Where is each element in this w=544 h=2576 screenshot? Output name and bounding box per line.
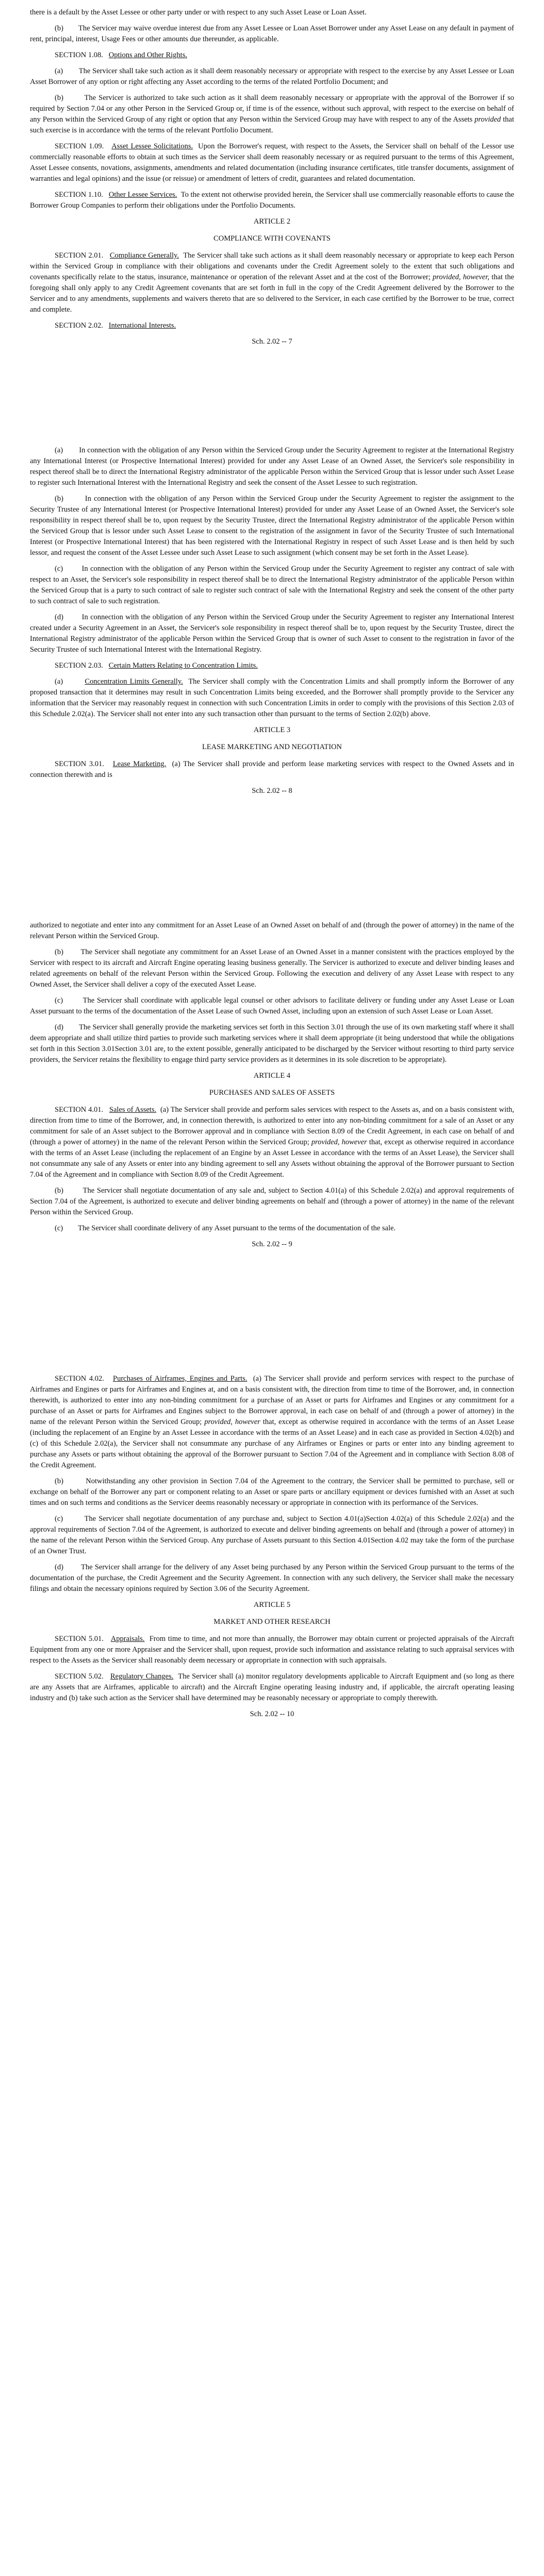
paragraph: (a) In connection with the obligation of any Person within the Serviced Group under the Security Agreement to register at the International Registry any International Interest (or Prospective International Interest) provided for under any Asset Lease of an Owned Asset, the Servicer's sole responsibility in respect thereof shall be to direct the International Registry administrator of the applicable Person within the Serviced Group that is lessor under such Asset Lease to register such International Interest with the International Registry and seek the consent of the Asset Lessee to such registration.: [30, 446, 515, 487]
paragraph: (d) The Servicer shall generally provide the marketing services set forth in this Section 3.01 through the use of its own marketing staff where it shall deem appropriate and shall utilize third parties to provide such marketing services where it shall deem appropriate (it being understood that while the obligations set forth in this Section 3.01Section 3.01 are, to the extent possible, generally anticipated to be discharged by the Servicer without resorting to third party service providers, the Servicer retains the flexibility to engage third party service providers as it determines in its sole discretion to be appropriate).: [30, 1023, 515, 1064]
paragraph: (c) The Servicer shall coordinate with applicable legal counsel or other advisors to facilitate delivery or funding under any Asset Lease or Loan Asset pursuant to the terms of the documentation of the Asset Lease of such Owned Asset, including upon an extension of such Asset Lease or Loan Asset.: [30, 996, 515, 1015]
paragraph: (b) The Servicer shall negotiate any commitment for an Asset Lease of an Owned Asset in a manner consistent with the practices employed by the Servicer with respect to its aircraft and Aircraft Engine operating leasing business generally. The Servicer is authorized to execute and deliver binding leases and related agreements on behalf of the relevant Person within the Serviced Group. Following the execution and delivery of any Asset Lease with respect to any Owned Asset, the Servicer shall deliver a copy of the executed Asset Lease.: [30, 948, 514, 989]
paragraph: (c) The Servicer shall coordinate delivery of any Asset pursuant to the terms of the documentation of the sale.: [55, 1224, 396, 1232]
section-title: Certain Matters Relating to Concentration Limits.: [108, 662, 258, 670]
paragraph: SECTION 5.01. Appraisals. From time to time, and not more than annually, the Borrower may obtain current or projected appraisals of the Aircraft Equipment from any one or more Appraiser and the Servicer shall, upon request, provide such information and assistance relating to such appraisal services with respect to the Assets as the Servicer shall reasonably deem necessary or appropriate in connection with such appraisals.: [30, 1635, 515, 1665]
paragraph: SECTION 1.09. Asset Lessee Solicitations. Upon the Borrower's request, with respect to the Assets, the Servicer shall on behalf of the Lessor use commercially reasonable efforts to obtain at such times as the Servicer shall deem reasonably necessary or as required pursuant to the terms of this Agreement, Asset Lessee consents, novations, assignments, amendments and related documentation (including insurance certificates, title transfer documents, assignment of warranties and legal opinions) and the issue (or reissue) or amendment of letters of credit, guarantees and related documentation.: [30, 142, 515, 183]
paragraph: SECTION 1.10. Other Lessee Services. To the extent not otherwise provided herein, the Servicer shall use commercially reasonable efforts to cause the Borrower Group Companies to perform their obligations under the Portfolio Documents.: [30, 191, 515, 210]
paragraph: (a) The Servicer shall take such action as it shall deem reasonably necessary or appropriate with respect to the exercise by any Asset Lessee or Loan Asset Borrower of any option or right affecting any Asset according to the terms of the related Portfolio Document; and: [30, 67, 514, 86]
section-title: Lease Marketing.: [112, 760, 167, 768]
paragraph: (b) The Servicer is authorized to take such action as it shall deem reasonably necessary or appropriate with the approval of the Borrower if so required by Section 7.04 or any other Person in the Serviced Group or, if time is of the essence, without such approval, with respect to the exercise on behalf of any Person within the Serviced Group of any right or option that any Person within the Serviced Group may have with respect to any of the Assets provided that such exercise is in accordance with the terms of the relevant Portfolio Document.: [30, 94, 515, 134]
page-sheet-7: [30, 7, 514, 347]
paragraph: (d) In connection with the obligation of any Person within the Serviced Group under the Security Agreement to register any International Interest created under a Security Agreement in an Asset, the Servicer's sole responsibility in respect thereof shall be to, upon request by the Security Trustee, direct the International Registry administrator of the applicable Person within the Serviced Group that is owner of such Asset to consent to the registration in favor of the Security Trustee of such International Interest with the International Registry.: [30, 613, 514, 654]
paragraph: (a) Concentration Limits Generally. The Servicer shall comply with the Concentration Limits and shall promptly inform the Borrower of any proposed transaction that it determines may result in such Concentration Limits being exceeded, and the Borrower shall promptly provide to the Servicer any information that the Servicer may reasonably request in connection with such Concentration Limits in order to comply with the provisions of this Section 2.03 of this Schedule 2.02(a). The Servicer shall not enter into any such transaction other than pursuant to the terms of Section 2.02(b) above.: [30, 677, 515, 718]
article-title: MARKET AND OTHER RESEARCH: [213, 1618, 331, 1626]
paragraph: (b) The Servicer shall negotiate documentation of any sale and, subject to Section 4.01(a) of this Schedule 2.02(a) and approval requirements of Section 7.04 of the Agreement, is authorized to execute and deliver binding agreements on behalf and (through a power of attorney) in the name of the relevant Person within the Serviced Group.: [30, 1187, 514, 1216]
paragraph: SECTION 5.02. Regulatory Changes. The Servicer shall (a) monitor regulatory developments applicable to Aircraft Equipment and (so long as there are any Assets that are Airframes, applicable to aircraft) and the Aircraft Engine operating leasing industry and, if applicable, the aircraft operating leasing industry and (b) take such action as the Servicer shall have determined may be reasonably necessary or appropriate to comply therewith.: [30, 1672, 515, 1702]
section-heading: SECTION 2.03. Certain Matters Relating to Concentration Limits.: [55, 662, 258, 670]
paragraph: (b) Notwithstanding any other provision in Section 7.04 of the Agreement to the contrary, the Servicer shall be permitted to purchase, sell or exchange on behalf of the Borrower any part or component relating to an Asset or spare parts or ancillary equipment or devices furnished with an Asset at such times and on such terms and conditions as the Servicer deems reasonably necessary or appropriate in connection with its performance of the Services.: [30, 1477, 514, 1507]
page-number: Sch. 2.02 -- 8: [252, 787, 292, 795]
article-number: ARTICLE 4: [253, 1072, 291, 1080]
article-title: LEASE MARKETING AND NEGOTIATION: [202, 743, 342, 751]
article-title: COMPLIANCE WITH COVENANTS: [213, 234, 331, 243]
section-title: Sales of Assets.: [109, 1106, 157, 1114]
page-break: [30, 1250, 514, 1374]
page-sheet-8: [30, 445, 514, 796]
section-heading: SECTION 2.02. International Interests.: [55, 321, 176, 330]
paragraph: SECTION 4.01. Sales of Assets. (a) The Servicer shall provide and perform sales services with respect to the Assets as, and on a basis consistent with, direction from time to time of the Borrower, and, in connection therewith, is authorized to enter into any non-binding commitment for a sale of an Asset or any commitment for sale of an Asset subject to the Borrower approval and in compliance with Section 8.09 of the Credit Agreement, in each case on behalf of and (through a power of attorney) in the name of the relevant Person within the Serviced Group; provided, however that, except as otherwise required in accordance with the terms of an Asset Lease (including the replacement of an Engine by an Asset Lessee in accordance with the terms of an Asset Lease), the Servicer shall not consummate any sale of any Assets or enter into any binding agreement to sell any Assets without obtaining the approval of the Borrower pursuant to Section 7.04 of the Agreement and in compliance with Section 8.09 of the Credit Agreement.: [30, 1106, 515, 1179]
section-title: Appraisals.: [110, 1635, 145, 1643]
paragraph: (c) The Servicer shall negotiate documentation of any purchase and, subject to Section 4.01(a)Section 4.02(a) of this Schedule 2.02(a) and the approval requirements of Section 7.04 of the Agreement, is authorized to execute and deliver binding agreements on behalf and (through a power of attorney) in the name of the relevant Person within the Serviced Group. Any purchase of Assets pursuant to this Section 4.01Section 4.02 may take the form of the purchase of an Owner Trust.: [30, 1515, 514, 1555]
page-sheet-9: [30, 920, 514, 1250]
paragraph: there is a default by the Asset Lessee or other party under or with respect to any such Asset Lease or Loan Asset.: [30, 8, 367, 16]
section-title: Purchases of Airframes, Engines and Parts.: [113, 1375, 248, 1383]
page-number: Sch. 2.02 -- 9: [252, 1240, 292, 1248]
paragraph: (b) In connection with the obligation of any Person within the Serviced Group under the Security Agreement to register the assignment to the Security Trustee of any International Interest (or Prospective International Interest) provided for under any Asset Lease of an Owned Asset, the Servicer's sole responsibility in respect thereof shall be to, upon request by the Security Trustee, direct the International Registry administrator of the applicable Person within the Serviced Group that is lessor under such Asset Lease to consent to the registration of the assignment in favor of the Security Trustee of such International Interest (or Prospective International Interest) that has been registered with the International Registry in respect of such Asset Lease and is then held by such lessor, and request the consent of the Asset Lessee under such Asset Lease to such assignment (which consent may be set forth in the Asset Lease).: [30, 495, 514, 557]
section-title: Options and Other Rights.: [108, 51, 187, 59]
section-heading: SECTION 1.08. Options and Other Rights.: [55, 51, 187, 59]
paragraph: (b) The Servicer may waive overdue interest due from any Asset Lessee or Loan Asset Borrower under any Asset Lease on any default in payment of rent, principal, interest, Usage Fees or other amounts due thereunder, as applicable.: [30, 24, 514, 43]
paragraph: SECTION 2.01. Compliance Generally. The Servicer shall take such actions as it shall deem reasonably necessary or appropriate to keep each Person within the Serviced Group in compliance with their obligations and covenants under the Credit Agreement solely to the extent that such obligations and covenants specifically relate to the status, insurance, maintenance or operation of the relevant Asset and at the cost of the Borrower; provided, however, that the foregoing shall only apply to any Credit Agreement covenants that are set forth in full in the copy of the Credit Agreement delivered by the Borrower to the Servicer and to any amendments, supplements and waivers thereto that are so delivered to the Servicer, in each case certified by the Borrower to be true, correct and complete.: [30, 251, 515, 314]
section-title: International Interests.: [108, 321, 176, 330]
page-number: Sch. 2.02 -- 10: [250, 1710, 294, 1718]
page-sheet-10: [30, 1374, 514, 1720]
section-title: Regulatory Changes.: [110, 1672, 174, 1681]
paragraph: SECTION 3.01. Lease Marketing. (a) The Servicer shall provide and perform lease marketing services with respect to the Owned Assets and in connection therewith and is: [30, 760, 514, 779]
paragraph: authorized to negotiate and enter into any commitment for an Asset Lease of an Owned Asset on behalf of and (through the power of attorney) in the name of the relevant Person within the Serviced Group.: [30, 921, 514, 940]
page-number: Sch. 2.02 -- 7: [252, 337, 292, 346]
section-title: Asset Lessee Solicitations.: [111, 142, 193, 150]
article-title: PURCHASES AND SALES OF ASSETS: [209, 1089, 335, 1097]
section-title: Compliance Generally.: [109, 251, 179, 260]
paragraph: (c) In connection with the obligation of any Person within the Serviced Group under the Security Agreement to register any contract of sale with respect to an Asset, the Servicer's sole responsibility in respect thereof shall be to direct the International Registry administrator of the applicable Person within the Serviced Group that is a party to such contract of sale to register such contract of sale with the International Registry and seek the consent of the other party to such contract of sale to such registration.: [30, 565, 515, 605]
page-break: [30, 347, 514, 445]
article-number: ARTICLE 5: [253, 1601, 291, 1609]
section-title: Other Lessee Services.: [108, 191, 177, 199]
article-number: ARTICLE 3: [253, 726, 291, 734]
page-break: [30, 796, 514, 920]
paragraph: (d) The Servicer shall arrange for the delivery of any Asset being purchased by any Person within the Serviced Group pursuant to the terms of the documentation of the purchase, the Credit Agreement and the Security Agreement. In connection with any such delivery, the Servicer shall make the necessary filings and obtain the necessary opinions required by Section 3.06 of the Security Agreement.: [30, 1563, 514, 1593]
article-number: ARTICLE 2: [253, 217, 291, 226]
paragraph: SECTION 4.02. Purchases of Airframes, Engines and Parts. (a) The Servicer shall provide and perform services with respect to the purchase of Airframes and Engines or parts for Airframes and Engines at, and on a basis consistent with, the direction from time to time of the Borrower, and, in connection therewith, is authorized to enter into any non-binding commitment for a purchase of an Asset or parts for Airframes and Engines or any commitment for a purchase of an Asset or parts for Airframes and Engines subject to the Borrower approval, in each case on behalf of and (through a power of attorney) in the name of the relevant Person within the Serviced Group; provided, however that, except as otherwise required in accordance with the terms of an Asset Lease (including the replacement of an Engine by an Asset Lessee in accordance with the terms of an Asset Lease) and in each case as provided in Section 4.02(b) and (c) of this Schedule 2.02(a), the Servicer shall not consummate any purchase of any Airframes or Engines or parts or enter into any binding agreement to purchase any Assets or parts without obtaining the approval of the Borrower pursuant to Section 7.04 of the Agreement and in compliance with Section 8.08 of the Credit Agreement.: [30, 1375, 515, 1469]
